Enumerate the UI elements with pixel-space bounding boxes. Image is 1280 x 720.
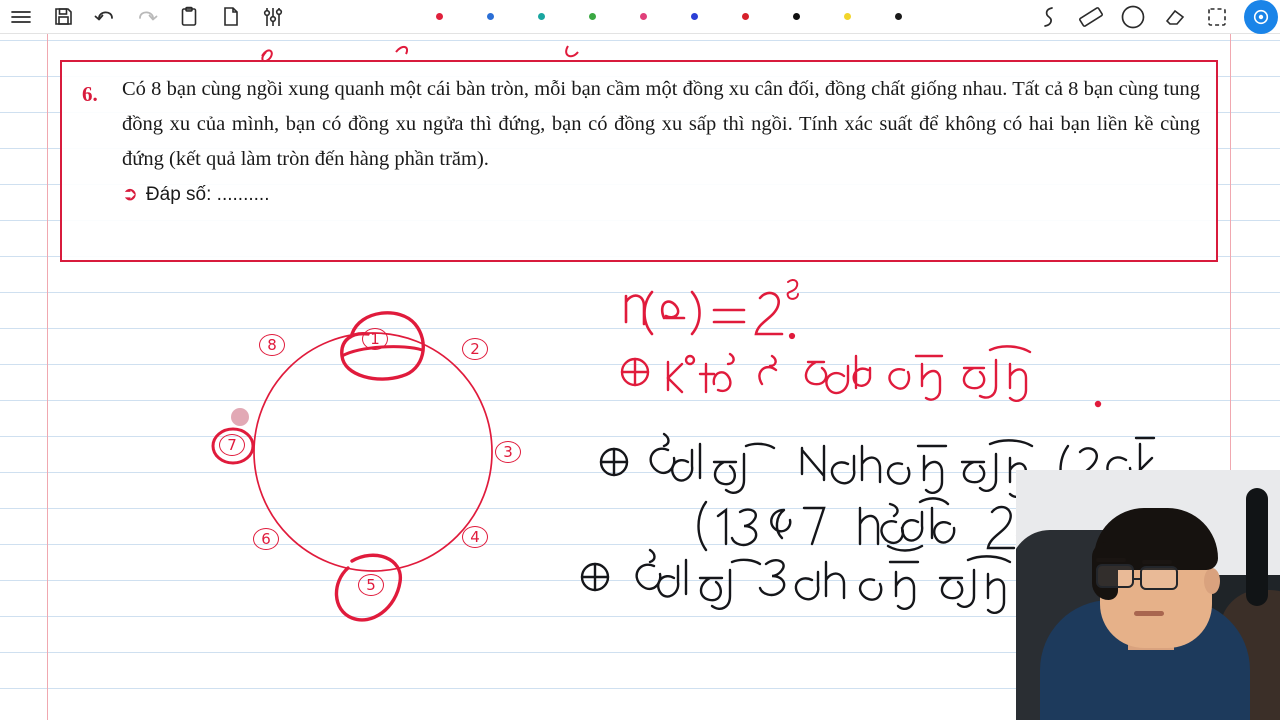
answer-bullet-icon: ➲ bbox=[122, 184, 138, 205]
color-swatch-teal[interactable] bbox=[538, 13, 545, 20]
webcam-person-brow-left bbox=[1096, 558, 1126, 562]
eraser-icon[interactable] bbox=[1154, 0, 1196, 34]
color-swatch-indigo[interactable] bbox=[691, 13, 698, 20]
webcam-person-mouth bbox=[1134, 611, 1164, 616]
seat-label-8: 8 bbox=[259, 334, 285, 356]
color-swatch-blue[interactable] bbox=[487, 13, 494, 20]
seat-label-5: 5 bbox=[358, 574, 384, 596]
question-box bbox=[60, 60, 1218, 262]
page-icon[interactable] bbox=[210, 0, 252, 34]
question-text: Có 8 bạn cùng ngồi xung quanh một cái bàn tròn, mỗi bạn cầm một đồng xu cân đối, đồng chất giống nhau. Tất cả 8 bạn cùng tung đồng xu của mình, bạn có đồng xu ngửa thì đứng, bạn có đồng xu sấp thì ngồi. Tính xác suất để không có hai bạn liền kề cùng đứng (kết quả làm tròn đến hàng phần trăm). bbox=[122, 78, 1200, 170]
color-swatch-yellow[interactable] bbox=[844, 13, 851, 20]
webcam-person-glasses-right bbox=[1140, 566, 1178, 590]
toolbar-right-group bbox=[1028, 0, 1280, 34]
webcam-microphone bbox=[1246, 488, 1268, 606]
color-swatch-dark[interactable] bbox=[895, 13, 902, 20]
seat-label-2: 2 bbox=[462, 338, 488, 360]
webcam-person-brow-right bbox=[1142, 560, 1172, 564]
settings-sliders-icon[interactable] bbox=[252, 0, 294, 34]
color-swatch-pink[interactable] bbox=[640, 13, 647, 20]
question-number: 6. bbox=[82, 82, 98, 106]
menu-icon[interactable] bbox=[0, 0, 42, 34]
save-icon[interactable] bbox=[42, 0, 84, 34]
color-swatch-green[interactable] bbox=[589, 13, 596, 20]
webcam-person-glasses-bridge bbox=[1133, 578, 1142, 581]
webcam-person-glasses-left bbox=[1096, 564, 1134, 588]
seat-label-7: 7 bbox=[219, 434, 245, 456]
color-swatch-crimson[interactable] bbox=[742, 13, 749, 20]
redo-icon[interactable] bbox=[126, 0, 168, 34]
seat-label-3: 3 bbox=[495, 441, 521, 463]
undo-icon[interactable] bbox=[84, 0, 126, 34]
seat-label-1: 1 bbox=[362, 328, 388, 350]
clipboard-icon[interactable] bbox=[168, 0, 210, 34]
circle-shape-icon[interactable] bbox=[1112, 0, 1154, 34]
seat-label-4: 4 bbox=[462, 526, 488, 548]
color-swatch-group bbox=[414, 13, 924, 20]
webcam-person-ear bbox=[1204, 568, 1220, 594]
answer-label: Đáp số: .......... bbox=[145, 183, 270, 205]
answer-line bbox=[122, 183, 1200, 206]
select-marquee-icon[interactable] bbox=[1196, 0, 1238, 34]
webcam-overlay[interactable] bbox=[1016, 470, 1280, 720]
color-swatch-red[interactable] bbox=[436, 13, 443, 20]
color-swatch-black[interactable] bbox=[793, 13, 800, 20]
toolbar bbox=[0, 0, 1280, 34]
seat-label-6: 6 bbox=[253, 528, 279, 550]
profile-avatar[interactable] bbox=[1244, 0, 1278, 34]
pen-icon[interactable] bbox=[1028, 0, 1070, 34]
ruler-icon[interactable] bbox=[1070, 0, 1112, 34]
